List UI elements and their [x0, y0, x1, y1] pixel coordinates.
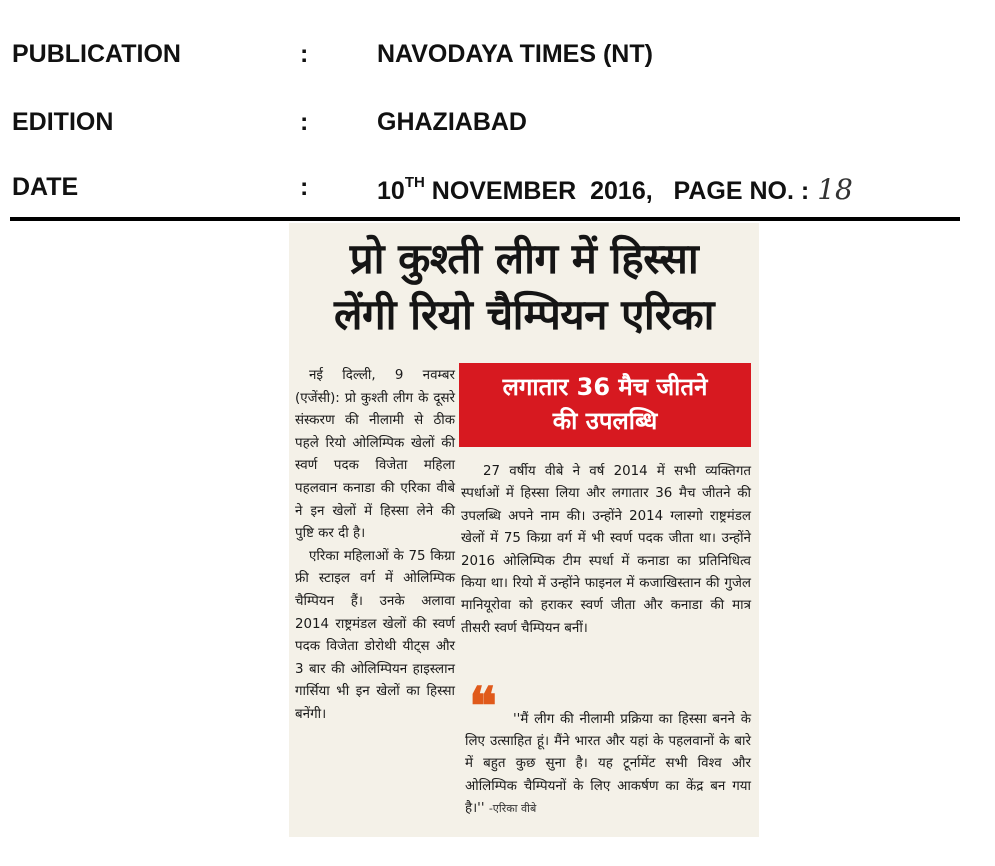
- publication-value: NAVODAYA TIMES (NT): [377, 40, 653, 68]
- pull-quote: [465, 709, 751, 820]
- quote-credit: -एरिका वीबे: [488, 801, 537, 815]
- highlight-line-1: लगातार 36 मैच जीतने: [502, 373, 708, 401]
- left-paragraph-2: एरिका महिलाओं के 75 किग्रा फ्री स्टाइल वर्ग में ओलिम्पिक चैम्पियन हैं। उनके अलावा 2014 राष्ट्रमंडल खेलों की स्वर्ण पदक विजेता डोरोथी यीट्स और 3 बार की ओलिम्पियन हाइस्लान गार्सिया भी इन खेलों का हिस्सा बनेंगी।: [295, 548, 455, 722]
- headline-line-1: प्रो कुश्ती लीग में हिस्सा: [349, 234, 699, 283]
- article-left-column: [295, 365, 455, 727]
- left-paragraph-1: नई दिल्ली, 9 नवम्बर (एजेंसी): प्रो कुश्ती लीग के दूसरे संस्करण की नीलामी से ठीक पहले रियो ओलिम्पिक खेलों की स्वर्ण पदक विजेता महिला पहलवान कनाडा की एरिका वीबे ने इन खेलों में हिस्सा लेने की पुष्टि कर दी है।: [295, 368, 455, 542]
- date-suffix: TH: [404, 174, 425, 191]
- article-headline: [289, 231, 759, 343]
- publication-label: PUBLICATION: [12, 40, 181, 68]
- date-label: DATE: [12, 173, 79, 201]
- quote-body: ''मैं लीग की नीलामी प्रक्रिया का हिस्सा बनने के लिए उत्साहित हूं। मैंने भारत और यहां के पहलवानों के बारे में बहुत कुछ सुना है। यह टूर्नामेंट सभी विश्व और ओलिम्पिक चैम्पियनों के लिए आकर्षण का केंद्र बन गया है।'': [465, 712, 751, 816]
- date-value: [377, 173, 853, 206]
- edition-label: EDITION: [12, 108, 114, 136]
- right-paragraph: 27 वर्षीय वीबे ने वर्ष 2014 में सभी व्यक्तिगत स्पर्धाओं में हिस्सा लिया और लगातार 36 मैच जीतने की उपलब्धि अपने नाम की। उन्होंने 2014 ग्लास्गो राष्ट्रमंडल खेलों में 75 किग्रा वर्ग में भी स्वर्ण पदक जीता था। उन्होंने 2016 ओलिम्पिक टीम स्पर्धा में कनाडा का प्रतिनिधित्व किया था। रियो में उन्होंने फाइनल में कजाखिस्तान की गुजेल मानियूरोवा को हराकर स्वर्ण जीता और कनाडा की मात्र तीसरी स्वर्ण चैम्पियन बनीं।: [461, 464, 751, 636]
- page-number: 18: [817, 173, 853, 206]
- newspaper-clipping: [289, 223, 759, 837]
- quote-mark-icon: ❝: [469, 676, 497, 737]
- edition-value: GHAZIABAD: [377, 108, 527, 136]
- edition-colon: :: [300, 108, 309, 136]
- date-rest: NOVEMBER 2016,: [424, 177, 653, 205]
- header-divider: [10, 217, 960, 221]
- publication-colon: :: [300, 40, 309, 68]
- page-no-label: PAGE NO. :: [673, 177, 810, 205]
- highlight-line-2: की उपलब्धि: [552, 407, 658, 435]
- article-right-column: [461, 461, 751, 640]
- headline-line-2: लेंगी रियो चैम्पियन एरिका: [333, 290, 715, 339]
- date-colon: :: [300, 173, 309, 201]
- date-day: 10: [377, 177, 405, 205]
- highlight-box: [459, 363, 751, 447]
